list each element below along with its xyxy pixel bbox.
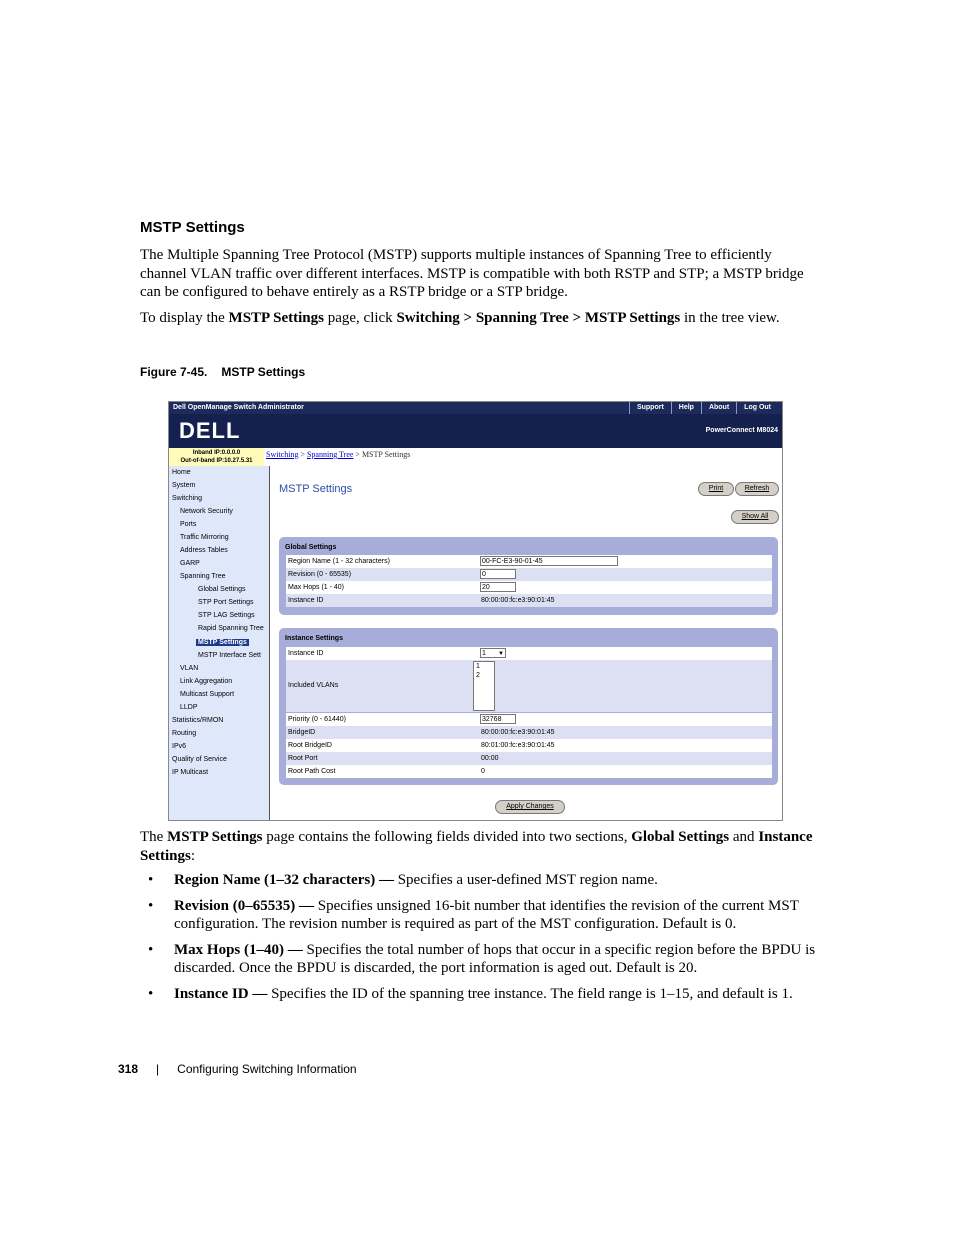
display-pre: To display the	[140, 310, 229, 326]
region-name-label: Region Name (1 - 32 characters)	[288, 558, 390, 565]
max-hops-row	[286, 581, 772, 594]
root-port-value: 00:00	[481, 755, 499, 762]
app-title: Dell OpenManage Switch Administrator	[173, 404, 304, 411]
nav-item-vlan[interactable]: VLAN	[180, 665, 199, 672]
fields-mid: page contains the following fields divided into two sections,	[262, 829, 632, 845]
fields-post: :	[190, 847, 196, 864]
nav-item-mstp-interface[interactable]: MSTP Interface Sett	[198, 652, 261, 659]
root-path-cost-value: 0	[481, 768, 485, 775]
display-instructions	[140, 309, 820, 328]
max-hops-label: Max Hops (1 - 40)	[288, 584, 345, 591]
content-pane	[270, 466, 782, 820]
page-number: 318	[118, 1062, 139, 1076]
ip-info	[169, 448, 264, 466]
nav-item-home[interactable]: Home	[172, 469, 191, 476]
root-path-cost-label: Root Path Cost	[288, 768, 336, 775]
dell-logo: DELL	[179, 418, 241, 443]
list-item	[140, 897, 820, 934]
max-hops-input[interactable]: 20	[480, 582, 516, 592]
fields-pre: The	[140, 829, 168, 845]
display-mid: page, click	[323, 310, 397, 326]
nav-item-routing[interactable]: Routing	[172, 730, 197, 737]
page-title: MSTP Settings	[279, 483, 353, 495]
bridge-id-row	[286, 726, 772, 739]
priority-label: Priority (0 - 61440)	[288, 716, 346, 723]
inband-ip: Inband IP:0.0.0.0	[192, 450, 241, 456]
refresh-button[interactable]: Refresh	[735, 482, 779, 496]
show-all-button[interactable]: Show All	[731, 510, 779, 524]
global-settings-title: Global Settings	[285, 544, 337, 551]
figure-title: MSTP Settings	[221, 365, 306, 379]
instance-id-label: Instance ID	[288, 650, 324, 657]
vlan-option[interactable]: 2	[476, 672, 480, 679]
page-footer	[118, 1062, 357, 1076]
chevron-down-icon[interactable]: ▼	[498, 651, 504, 657]
fields-and: and	[729, 829, 759, 845]
nav-item-ipv6[interactable]: IPv6	[172, 743, 187, 750]
nav-item-rapid-spanning-tree[interactable]: Rapid Spanning Tree	[198, 625, 264, 632]
display-bold-path: Switching > Spanning Tree > MSTP Settings	[396, 310, 681, 326]
bullet-term: Region Name (1–32 characters) —	[174, 872, 394, 888]
support-link[interactable]: Support	[629, 402, 671, 414]
mstp-screenshot	[168, 401, 783, 821]
root-bridge-id-value: 80:01:00:fc:e3:90:01:45	[481, 742, 555, 749]
display-post: in the tree view.	[680, 310, 780, 326]
global-settings-panel	[279, 537, 778, 615]
figure-caption	[140, 365, 305, 379]
apply-changes-button[interactable]: Apply Changes	[495, 800, 565, 814]
bullet-desc: Specifies the ID of the spanning tree instance. The field range is 1–15, and default is 1.	[267, 985, 793, 1002]
nav-item-global-settings[interactable]: Global Settings	[198, 586, 246, 593]
fields-intro	[140, 828, 820, 865]
nav-item-spanning-tree[interactable]: Spanning Tree	[180, 573, 226, 580]
included-vlans-row	[286, 660, 772, 712]
instance-settings-title: Instance Settings	[285, 635, 343, 642]
help-link[interactable]: Help	[671, 402, 701, 414]
included-vlans-label: Included VLANs	[288, 682, 339, 689]
bullet-term: Revision (0–65535) —	[174, 897, 314, 914]
instance-id-value: 1	[482, 650, 486, 657]
section-title: MSTP Settings	[140, 219, 245, 236]
priority-input[interactable]: 32768	[480, 714, 516, 724]
breadcrumb-spanning-tree[interactable]: Spanning Tree	[306, 450, 354, 459]
figure-number: Figure 7-45.	[140, 365, 208, 379]
chapter-title: Configuring Switching Information	[177, 1062, 357, 1076]
bullet-term: Instance ID —	[174, 985, 268, 1002]
about-link[interactable]: About	[701, 402, 736, 414]
breadcrumb	[266, 450, 410, 459]
instance-id-select-row	[286, 647, 772, 660]
nav-item-link-aggregation[interactable]: Link Aggregation	[180, 678, 233, 685]
field-descriptions	[140, 871, 820, 1010]
nav-item-mstp-settings[interactable]: MSTP Settings	[198, 639, 247, 646]
included-vlans-list[interactable]	[473, 661, 495, 711]
nav-item-ports[interactable]: Ports	[180, 521, 197, 528]
revision-input[interactable]: 0	[480, 569, 516, 579]
bridge-id-value: 80:00:00:fc:e3:90:01:45	[481, 729, 555, 736]
nav-item-garp[interactable]: GARP	[180, 560, 200, 567]
list-item	[140, 985, 820, 1004]
print-button[interactable]: Print	[698, 482, 734, 496]
region-name-input[interactable]: 00-FC-E3-90-01-45	[480, 556, 618, 566]
nav-item-lldp[interactable]: LLDP	[180, 704, 198, 711]
revision-row	[286, 568, 772, 581]
nav-item-statistics[interactable]: Statistics/RMON	[172, 717, 224, 724]
nav-item-stp-lag-settings[interactable]: STP LAG Settings	[198, 612, 255, 619]
nav-item-switching[interactable]: Switching	[172, 495, 202, 502]
nav-item-qos[interactable]: Quality of Service	[172, 756, 227, 763]
footer-separator: |	[156, 1062, 160, 1076]
list-item	[140, 941, 820, 978]
nav-item-ip-multicast[interactable]: IP Multicast	[172, 769, 209, 776]
list-item	[140, 871, 820, 890]
nav-item-stp-port-settings[interactable]: STP Port Settings	[198, 599, 254, 606]
nav-item-network-security[interactable]: Network Security	[180, 508, 233, 515]
nav-item-address-tables[interactable]: Address Tables	[180, 547, 228, 554]
model-name: PowerConnect M8024	[705, 427, 778, 434]
fields-bold-global: Global Settings	[631, 829, 730, 845]
breadcrumb-sep: >	[298, 450, 307, 459]
instance-id-row	[286, 594, 772, 607]
priority-row	[286, 713, 772, 726]
bullet-desc: Specifies a user-defined MST region name.	[393, 872, 658, 888]
breadcrumb-current: MSTP Settings	[361, 450, 411, 459]
top-links	[629, 402, 778, 414]
instance-settings-panel	[279, 628, 778, 785]
logout-link[interactable]: Log Out	[736, 402, 778, 414]
bullet-desc: Specifies unsigned 16-bit number that identifies the revision of the current MST configuration. The revision number is required as part of the MST configuration. Default is 0.	[174, 897, 799, 932]
fields-bold-instance: Instance Settings	[140, 829, 813, 864]
display-bold-page: MSTP Settings	[228, 310, 324, 326]
root-port-label: Root Port	[288, 755, 318, 762]
vlan-option[interactable]: 1	[476, 663, 480, 670]
root-bridge-id-label: Root BridgeID	[288, 742, 332, 749]
breadcrumb-switching[interactable]: Switching	[266, 450, 299, 459]
root-bridge-id-row	[286, 739, 772, 752]
instance-id-select[interactable]	[480, 648, 506, 658]
nav-item-traffic-mirroring[interactable]: Traffic Mirroring	[180, 534, 229, 541]
nav-item-system[interactable]: System	[172, 482, 196, 489]
tree-nav	[169, 466, 270, 821]
top-bar	[169, 402, 782, 414]
root-path-cost-row	[286, 765, 772, 778]
nav-item-multicast-support[interactable]: Multicast Support	[180, 691, 235, 698]
bullet-desc: Specifies the total number of hops that occur in a specific region before the BPDU is discarded. Once the BPDU is discarded, the port information is aged out. Default is 20.	[174, 941, 816, 976]
revision-label: Revision (0 - 65535)	[288, 571, 352, 578]
fields-bold-page: MSTP Settings	[167, 829, 263, 845]
global-instance-id-label: Instance ID	[288, 597, 324, 604]
bullet-term: Max Hops (1–40) —	[174, 941, 303, 958]
root-port-row	[286, 752, 772, 765]
breadcrumb-sep: >	[353, 450, 362, 459]
oob-ip: Out-of-band IP:10.27.5.31	[180, 458, 253, 464]
bridge-id-label: BridgeID	[288, 729, 316, 736]
intro-paragraph: The Multiple Spanning Tree Protocol (MSTP) supports multiple instances of Spanning Tree to efficiently channel VLAN traffic over different interfaces. MSTP is compatible with both RSTP and STP; a MSTP bridge can be configured to behave entirely as a RSTP bridge or a STP bridge.	[140, 247, 804, 300]
global-instance-id-value: 80:00:00:fc:e3:90:01:45	[481, 597, 555, 604]
banner	[169, 414, 782, 448]
region-name-row	[286, 555, 772, 568]
